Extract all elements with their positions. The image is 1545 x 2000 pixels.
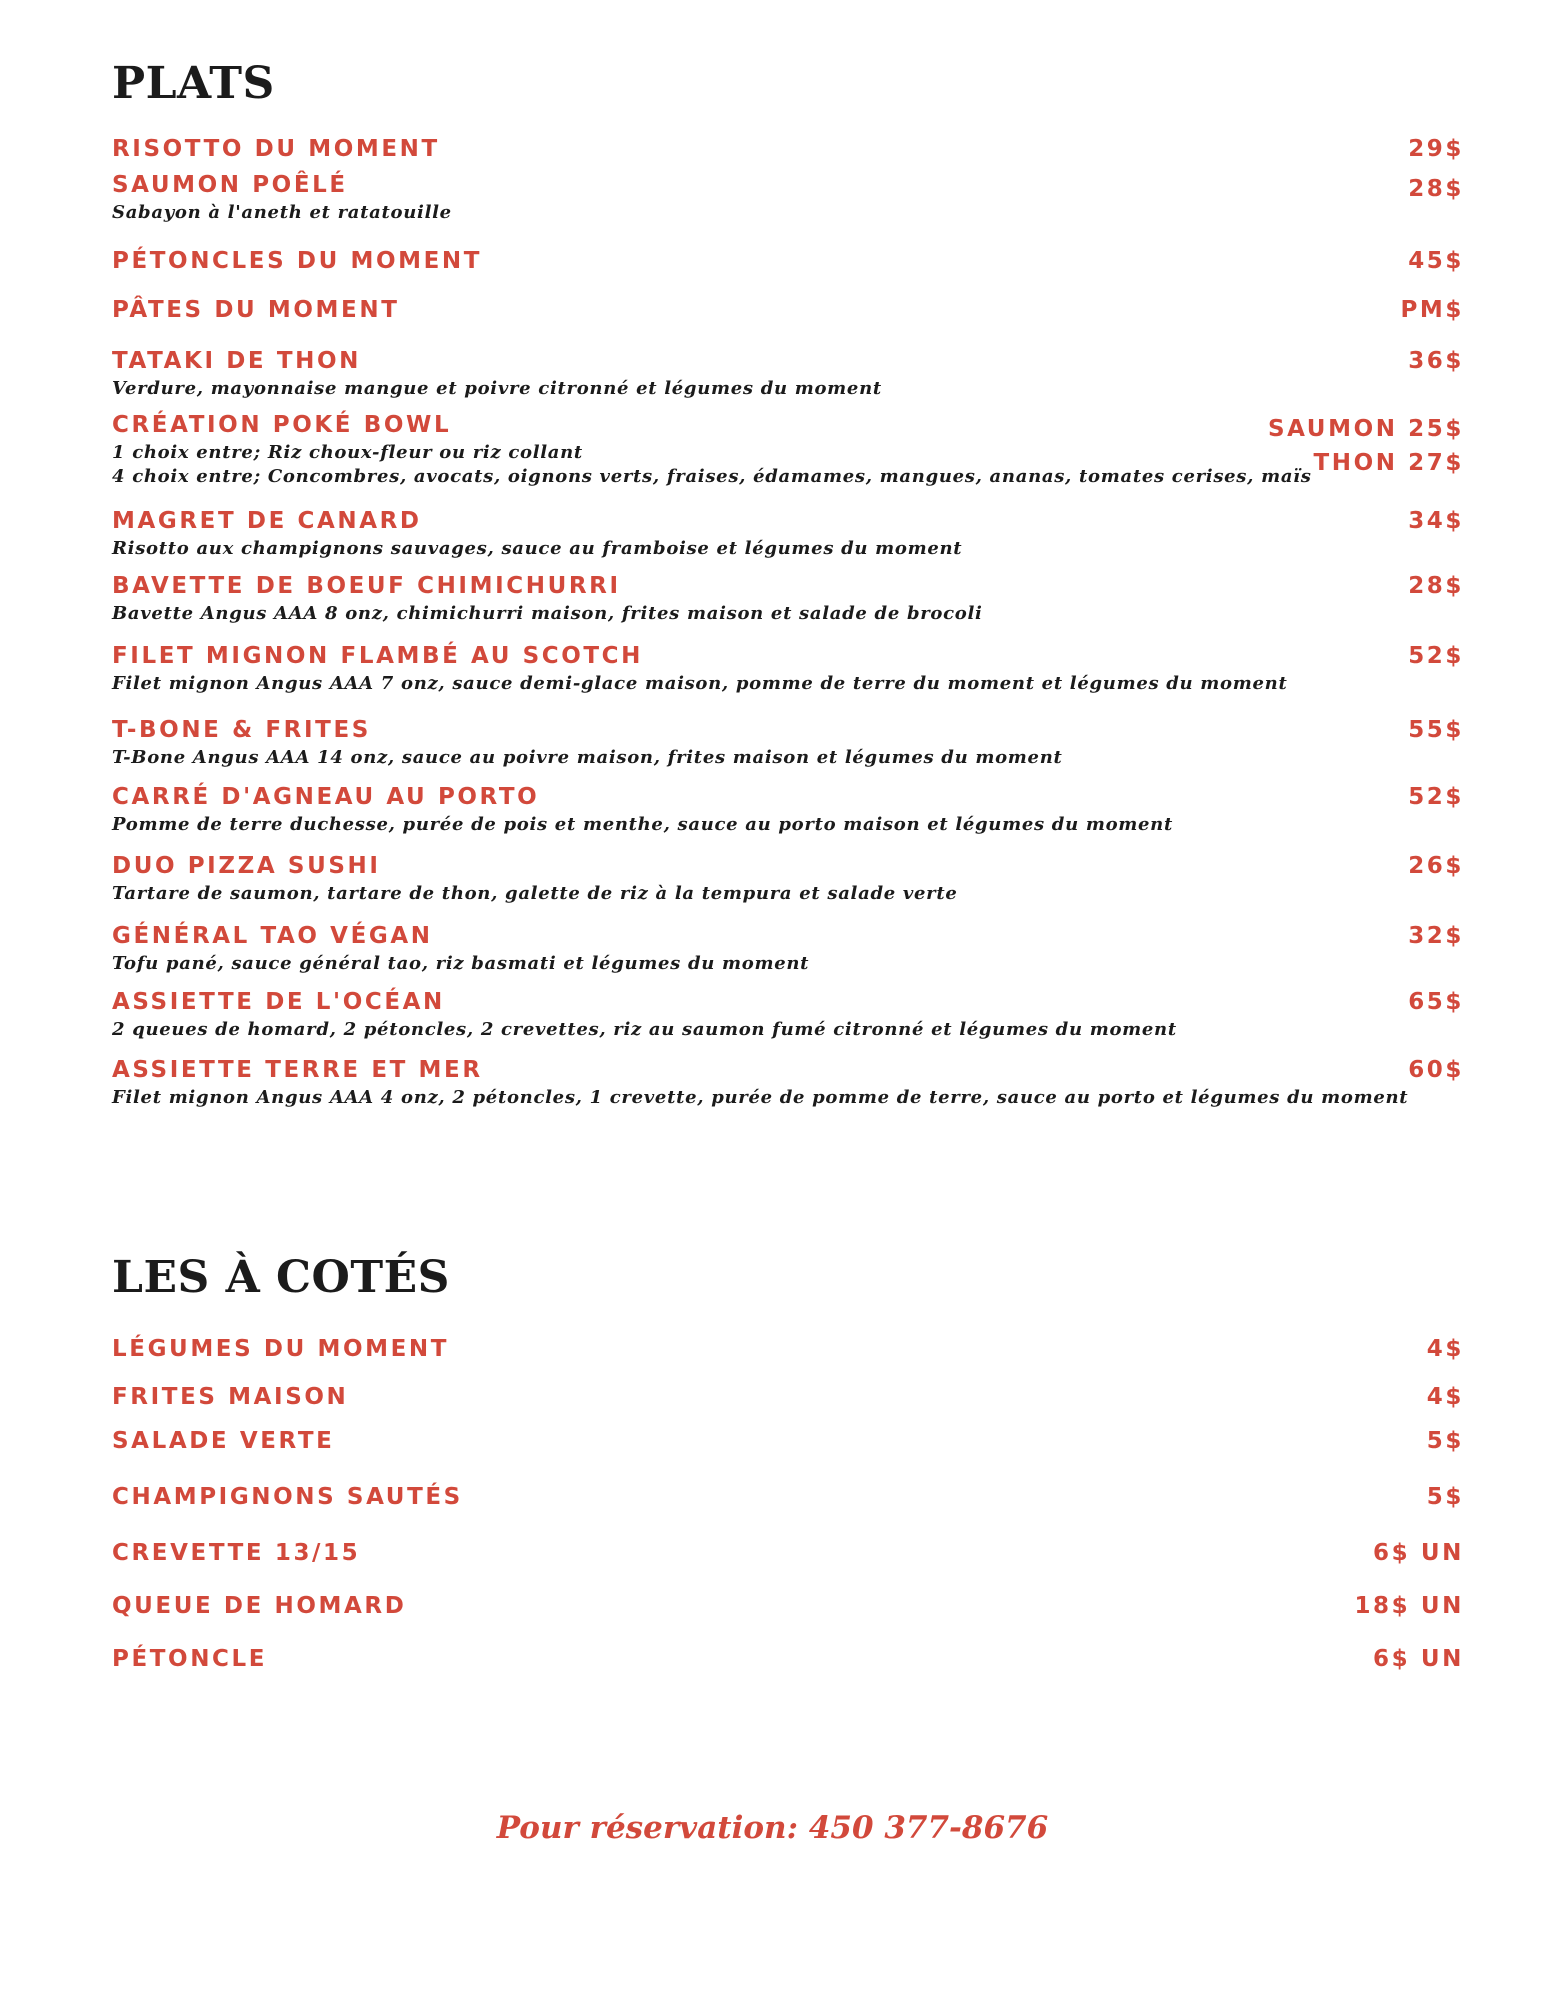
item-description: Verdure, mayonnaise mangue et poivre citronné et légumes du moment (112, 378, 882, 399)
menu-item (112, 717, 1462, 770)
item-name: GÉNÉRAL TAO VÉGAN (112, 923, 433, 949)
menu-item (112, 412, 1462, 489)
menu-item (112, 136, 1462, 162)
item-price: SAUMON 25$ (1267, 416, 1464, 442)
item-price: PM$ (1400, 297, 1464, 323)
item-price: 65$ (1408, 989, 1464, 1015)
menu-item (112, 784, 1462, 837)
item-price: 4$ (1426, 1384, 1464, 1410)
item-price: 5$ (1426, 1428, 1464, 1454)
item-description: Filet mignon Angus AAA 7 onz, sauce demi-glace maison, pomme de terre du moment et légumes du moment (112, 673, 1288, 694)
item-name: SALADE VERTE (112, 1428, 335, 1454)
item-name: DUO PIZZA SUSHI (112, 853, 381, 879)
item-description: Tofu pané, sauce général tao, riz basmati et légumes du moment (112, 953, 810, 974)
item-name: CARRÉ D'AGNEAU AU PORTO (112, 784, 540, 810)
section-title-cotes: LES À COTÉS (112, 1252, 450, 1303)
reservation-footer: Pour réservation: 450 377-8676 (496, 1810, 1049, 1846)
item-description: Risotto aux champignons sauvages, sauce au framboise et légumes du moment (112, 538, 963, 559)
item-price: 32$ (1408, 923, 1464, 949)
item-description: Pomme de terre duchesse, purée de pois et menthe, sauce au porto maison et légumes du moment (112, 814, 1173, 835)
item-name: QUEUE DE HOMARD (112, 1593, 407, 1619)
menu-item (112, 1540, 1462, 1566)
item-name: FILET MIGNON FLAMBÉ AU SCOTCH (112, 643, 644, 669)
item-name: TATAKI DE THON (112, 348, 361, 374)
section-title-plats: PLATS (112, 58, 275, 109)
menu-item (112, 1428, 1462, 1454)
menu-item (112, 573, 1462, 626)
item-name: ASSIETTE TERRE ET MER (112, 1057, 483, 1083)
item-description: Filet mignon Angus AAA 4 onz, 2 pétoncles, 1 crevette, purée de pomme de terre, sauce au porto et légumes du moment (112, 1087, 1409, 1108)
item-price: 6$ UN (1373, 1540, 1464, 1566)
item-price: 28$ (1408, 573, 1464, 599)
menu-item (112, 853, 1462, 906)
item-price: 6$ UN (1373, 1646, 1464, 1672)
item-description: Tartare de saumon, tartare de thon, galette de riz à la tempura et salade verte (112, 883, 958, 904)
menu-item (112, 1057, 1462, 1110)
price-options (1268, 412, 1464, 480)
item-name: FRITES MAISON (112, 1384, 349, 1410)
item-description: 4 choix entre; Concombres, avocats, oignons verts, fraises, édamames, mangues, ananas, tomates cerises, maïs (112, 466, 1312, 487)
item-name: CHAMPIGNONS SAUTÉS (112, 1484, 463, 1510)
item-price: 4$ (1426, 1336, 1464, 1362)
item-price: THON 27$ (1313, 450, 1464, 476)
item-description: 2 queues de homard, 2 pétoncles, 2 crevettes, riz au saumon fumé citronné et légumes du moment (112, 1019, 1177, 1040)
item-price: 36$ (1408, 348, 1464, 374)
item-name: CRÉATION POKÉ BOWL (112, 412, 452, 438)
item-name: MAGRET DE CANARD (112, 508, 422, 534)
item-description: Sabayon à l'aneth et ratatouille (112, 202, 452, 223)
item-name: LÉGUMES DU MOMENT (112, 1336, 450, 1362)
item-description: Bavette Angus AAA 8 onz, chimichurri maison, frites maison et salade de brocoli (112, 603, 983, 624)
menu-item (112, 1384, 1462, 1410)
menu-item (112, 923, 1462, 976)
menu-item (112, 248, 1462, 274)
menu-item (112, 643, 1462, 696)
item-price: 55$ (1408, 717, 1464, 743)
item-price: 34$ (1408, 508, 1464, 534)
item-price: 26$ (1408, 853, 1464, 879)
menu-item (112, 989, 1462, 1042)
item-name: PÉTONCLES DU MOMENT (112, 248, 483, 274)
item-name: PÂTES DU MOMENT (112, 297, 400, 323)
item-price: 52$ (1408, 643, 1464, 669)
item-name: CREVETTE 13/15 (112, 1540, 361, 1566)
item-name: RISOTTO DU MOMENT (112, 136, 440, 162)
menu-item (112, 348, 1462, 401)
menu-item (112, 1593, 1462, 1619)
item-name: ASSIETTE DE L'OCÉAN (112, 989, 445, 1015)
menu-item (112, 1646, 1462, 1672)
item-price: 18$ UN (1354, 1593, 1464, 1619)
item-description: T-Bone Angus AAA 14 onz, sauce au poivre maison, frites maison et légumes du moment (112, 747, 1063, 768)
menu-item (112, 1484, 1462, 1510)
menu-item (112, 297, 1462, 323)
item-name: SAUMON POÊLÉ (112, 172, 348, 198)
menu-item (112, 508, 1462, 561)
item-price: 5$ (1426, 1484, 1464, 1510)
item-price: 28$ (1408, 176, 1464, 202)
menu-item (112, 1336, 1462, 1362)
menu-item (112, 172, 1462, 225)
item-name: T-BONE & FRITES (112, 717, 371, 743)
item-price: 45$ (1408, 248, 1464, 274)
item-price: 60$ (1408, 1057, 1464, 1083)
item-price: 29$ (1408, 136, 1464, 162)
item-name: PÉTONCLE (112, 1646, 268, 1672)
item-name: BAVETTE DE BOEUF CHIMICHURRI (112, 573, 621, 599)
item-description: 1 choix entre; Riz choux-fleur ou riz collant (112, 442, 583, 463)
item-price: 52$ (1408, 784, 1464, 810)
